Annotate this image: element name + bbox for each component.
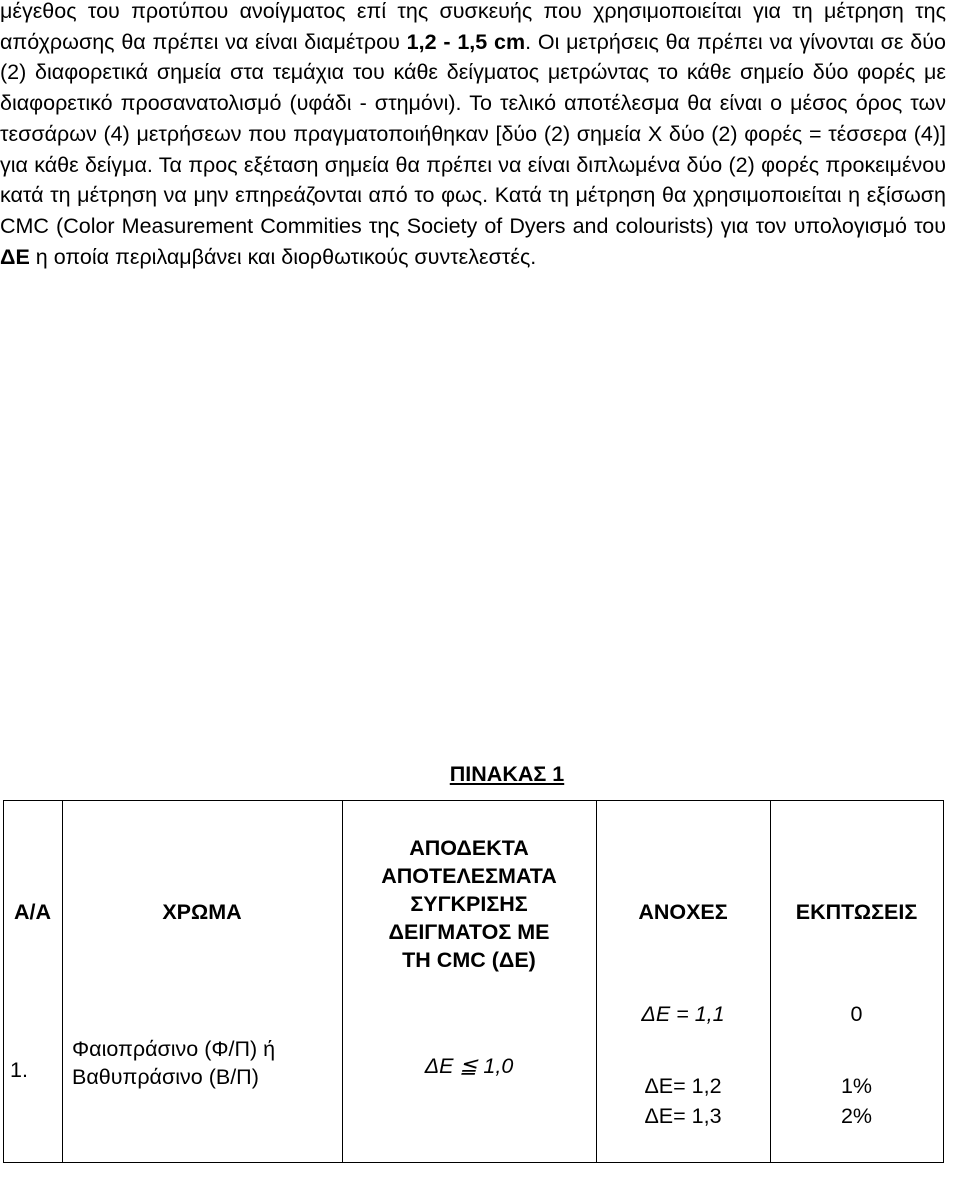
discount-3: 2% xyxy=(840,1104,873,1128)
header-discounts: ΕΚΠΤΩΣΕΙΣ xyxy=(795,900,918,924)
delta-e: ΔΕ xyxy=(0,244,30,269)
header-color: ΧΡΩΜΑ xyxy=(162,900,242,924)
text-line: μέτρηση της απόχρωσης θα πρέπει να είναι διαμέτρου xyxy=(0,0,946,54)
discount-1: 0 xyxy=(850,1002,863,1026)
row-aa: 1. xyxy=(10,1058,28,1082)
header-acceptable-results: ΑΠΟΔΕΚΤΑ ΑΠΟΤΕΛΕΣΜΑΤΑ ΣΥΓΚΡΙΣΗΣ ΔΕΙΓΜΑΤΟΣ ΜΕ ΤΗ CMC (ΔΕ) xyxy=(381,836,557,972)
row-acceptable-value: ΔΕ ≦ 1,0 xyxy=(424,1054,514,1078)
text-line: . Οι μετρήσεις xyxy=(525,29,659,54)
row-color: Φαιοπράσινο (Φ/Π) ή Βαθυπράσινο (Β/Π) xyxy=(72,1037,276,1089)
text-end: η οποία περιλαμβάνει και διορθωτικούς συντελεστές. xyxy=(29,244,537,269)
tolerance-3: ΔΕ= 1,3 xyxy=(644,1104,722,1128)
tolerance-1: ΔΕ = 1,1 xyxy=(641,1002,725,1026)
paragraph-color-measurement xyxy=(0,0,946,272)
text-body: θα πρέπει να γίνονται σε δύο (2) διαφορετικά σημεία στα τεμάχια του κάθε δείγματος μετρώντας το κάθε σημείο δύο φορές με διαφορετικό προσανατολισμό (υφάδι - στημόνι). Το τελικό αποτέλεσμα θα είναι ο μέσος όρος των τεσσάρων (4) μετρήσεων που πραγματοποιήθηκαν [δύο (2) σημεία Χ δύο (2) φορές = τέσσερα (4)] για κάθε δείγμα. Τα προς εξέταση σημεία θα πρέπει να είναι διπλωμένα δύο (2) φορές προκειμένου κατά τη μέτρηση να μην επηρεάζονται από το φως. Κατά τη μέτρηση θα χρησιμοποιείται η εξίσωση CMC (Color Measurement Commities της Society of Dyers and colourists) για τον υπολογισμό του xyxy=(0,29,946,238)
header-aa: Α/Α xyxy=(13,900,52,924)
text-line: μέγεθος του προτύπου ανοίγματος επί της συσκευής που χρησιμοποιείται για τη xyxy=(0,0,813,23)
tolerance-2: ΔΕ= 1,2 xyxy=(644,1074,722,1098)
discount-2: 1% xyxy=(840,1074,873,1098)
header-tolerances: ΑΝΟΧΕΣ xyxy=(638,900,728,924)
table-title: ΠΙΝΑΚΑΣ 1 xyxy=(449,762,565,786)
aperture-size: 1,2 - 1,5 cm xyxy=(406,29,526,54)
